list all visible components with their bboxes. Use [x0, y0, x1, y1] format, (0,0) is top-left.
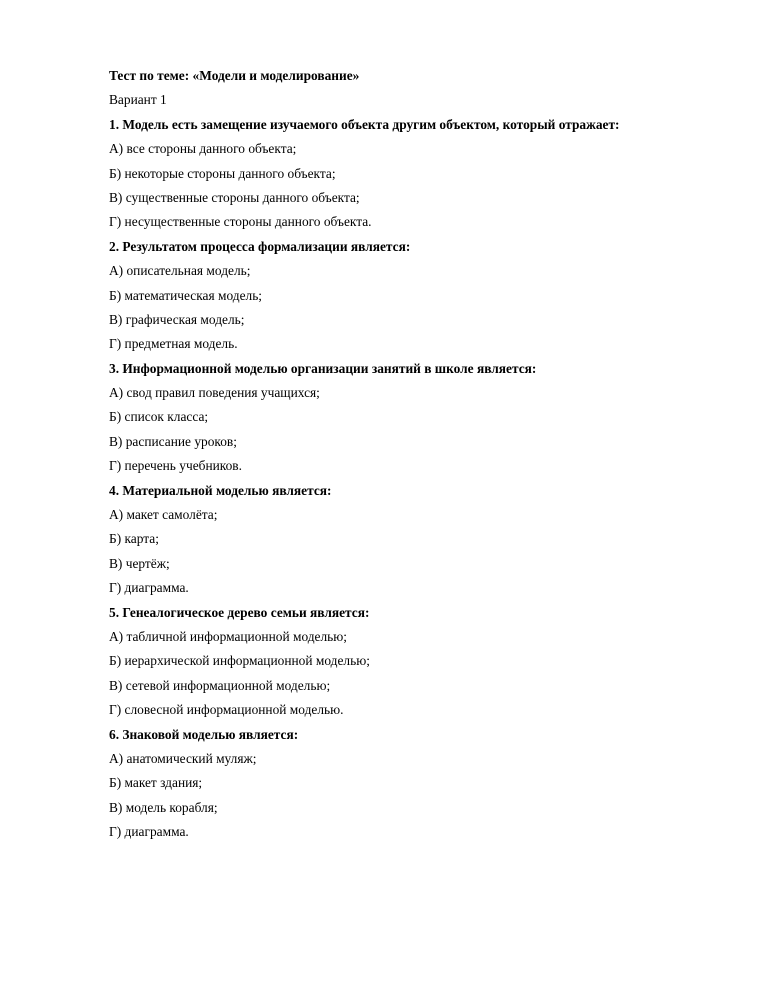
document-page	[109, 64, 719, 845]
answer-option: В) расписание уроков;	[109, 433, 237, 449]
question-block	[109, 479, 719, 601]
question-text: 4. Материальной моделью является:	[109, 482, 332, 498]
question-text: 1. Модель есть замещение изучаемого объекта другим объектом, который отражает:	[109, 116, 620, 132]
answer-option: Б) макет здания;	[109, 775, 203, 791]
question-block	[109, 601, 719, 723]
answer-option: В) сетевой информационной моделью;	[109, 677, 331, 693]
answer-option: Б) карта;	[109, 531, 159, 547]
answer-option: В) графическая модель;	[109, 311, 245, 327]
answer-option: Г) перечень учебников.	[109, 458, 242, 474]
test-title: Тест по теме: «Модели и моделирование»	[109, 68, 360, 83]
answer-option: Г) несущественные стороны данного объекта.	[109, 214, 372, 230]
answer-option: А) анатомический муляж;	[109, 750, 257, 766]
question-block	[109, 113, 719, 235]
answer-option: Г) предметная модель.	[109, 336, 238, 352]
answer-option: Г) словесной информационной моделью.	[109, 702, 344, 718]
answer-option: Г) диаграмма.	[109, 580, 189, 596]
answer-option: Б) иерархической информационной моделью;	[109, 653, 370, 669]
answer-option: В) модель корабля;	[109, 799, 218, 815]
answer-option: Г) диаграмма.	[109, 824, 189, 840]
answer-option: А) табличной информационной моделью;	[109, 628, 348, 644]
question-text: 2. Результатом процесса формализации является:	[109, 238, 411, 254]
question-block	[109, 235, 719, 357]
answer-option: А) описательная модель;	[109, 263, 251, 279]
answer-option: А) макет самолёта;	[109, 507, 218, 523]
answer-option: Б) математическая модель;	[109, 287, 263, 303]
question-text: 5. Генеалогическое дерево семьи является:	[109, 604, 370, 620]
question-text: 3. Информационной моделью организации занятий в школе является:	[109, 360, 537, 376]
answer-option: В) существенные стороны данного объекта;	[109, 189, 360, 205]
question-block	[109, 723, 719, 845]
answer-option: В) чертёж;	[109, 555, 170, 571]
variant-label: Вариант 1	[109, 92, 167, 108]
answer-option: Б) список класса;	[109, 409, 209, 425]
answer-option: А) все стороны данного объекта;	[109, 141, 297, 157]
answer-option: Б) некоторые стороны данного объекта;	[109, 165, 336, 181]
answer-option: А) свод правил поведения учащихся;	[109, 385, 320, 401]
question-block	[109, 357, 719, 479]
question-text: 6. Знаковой моделью является:	[109, 726, 299, 742]
